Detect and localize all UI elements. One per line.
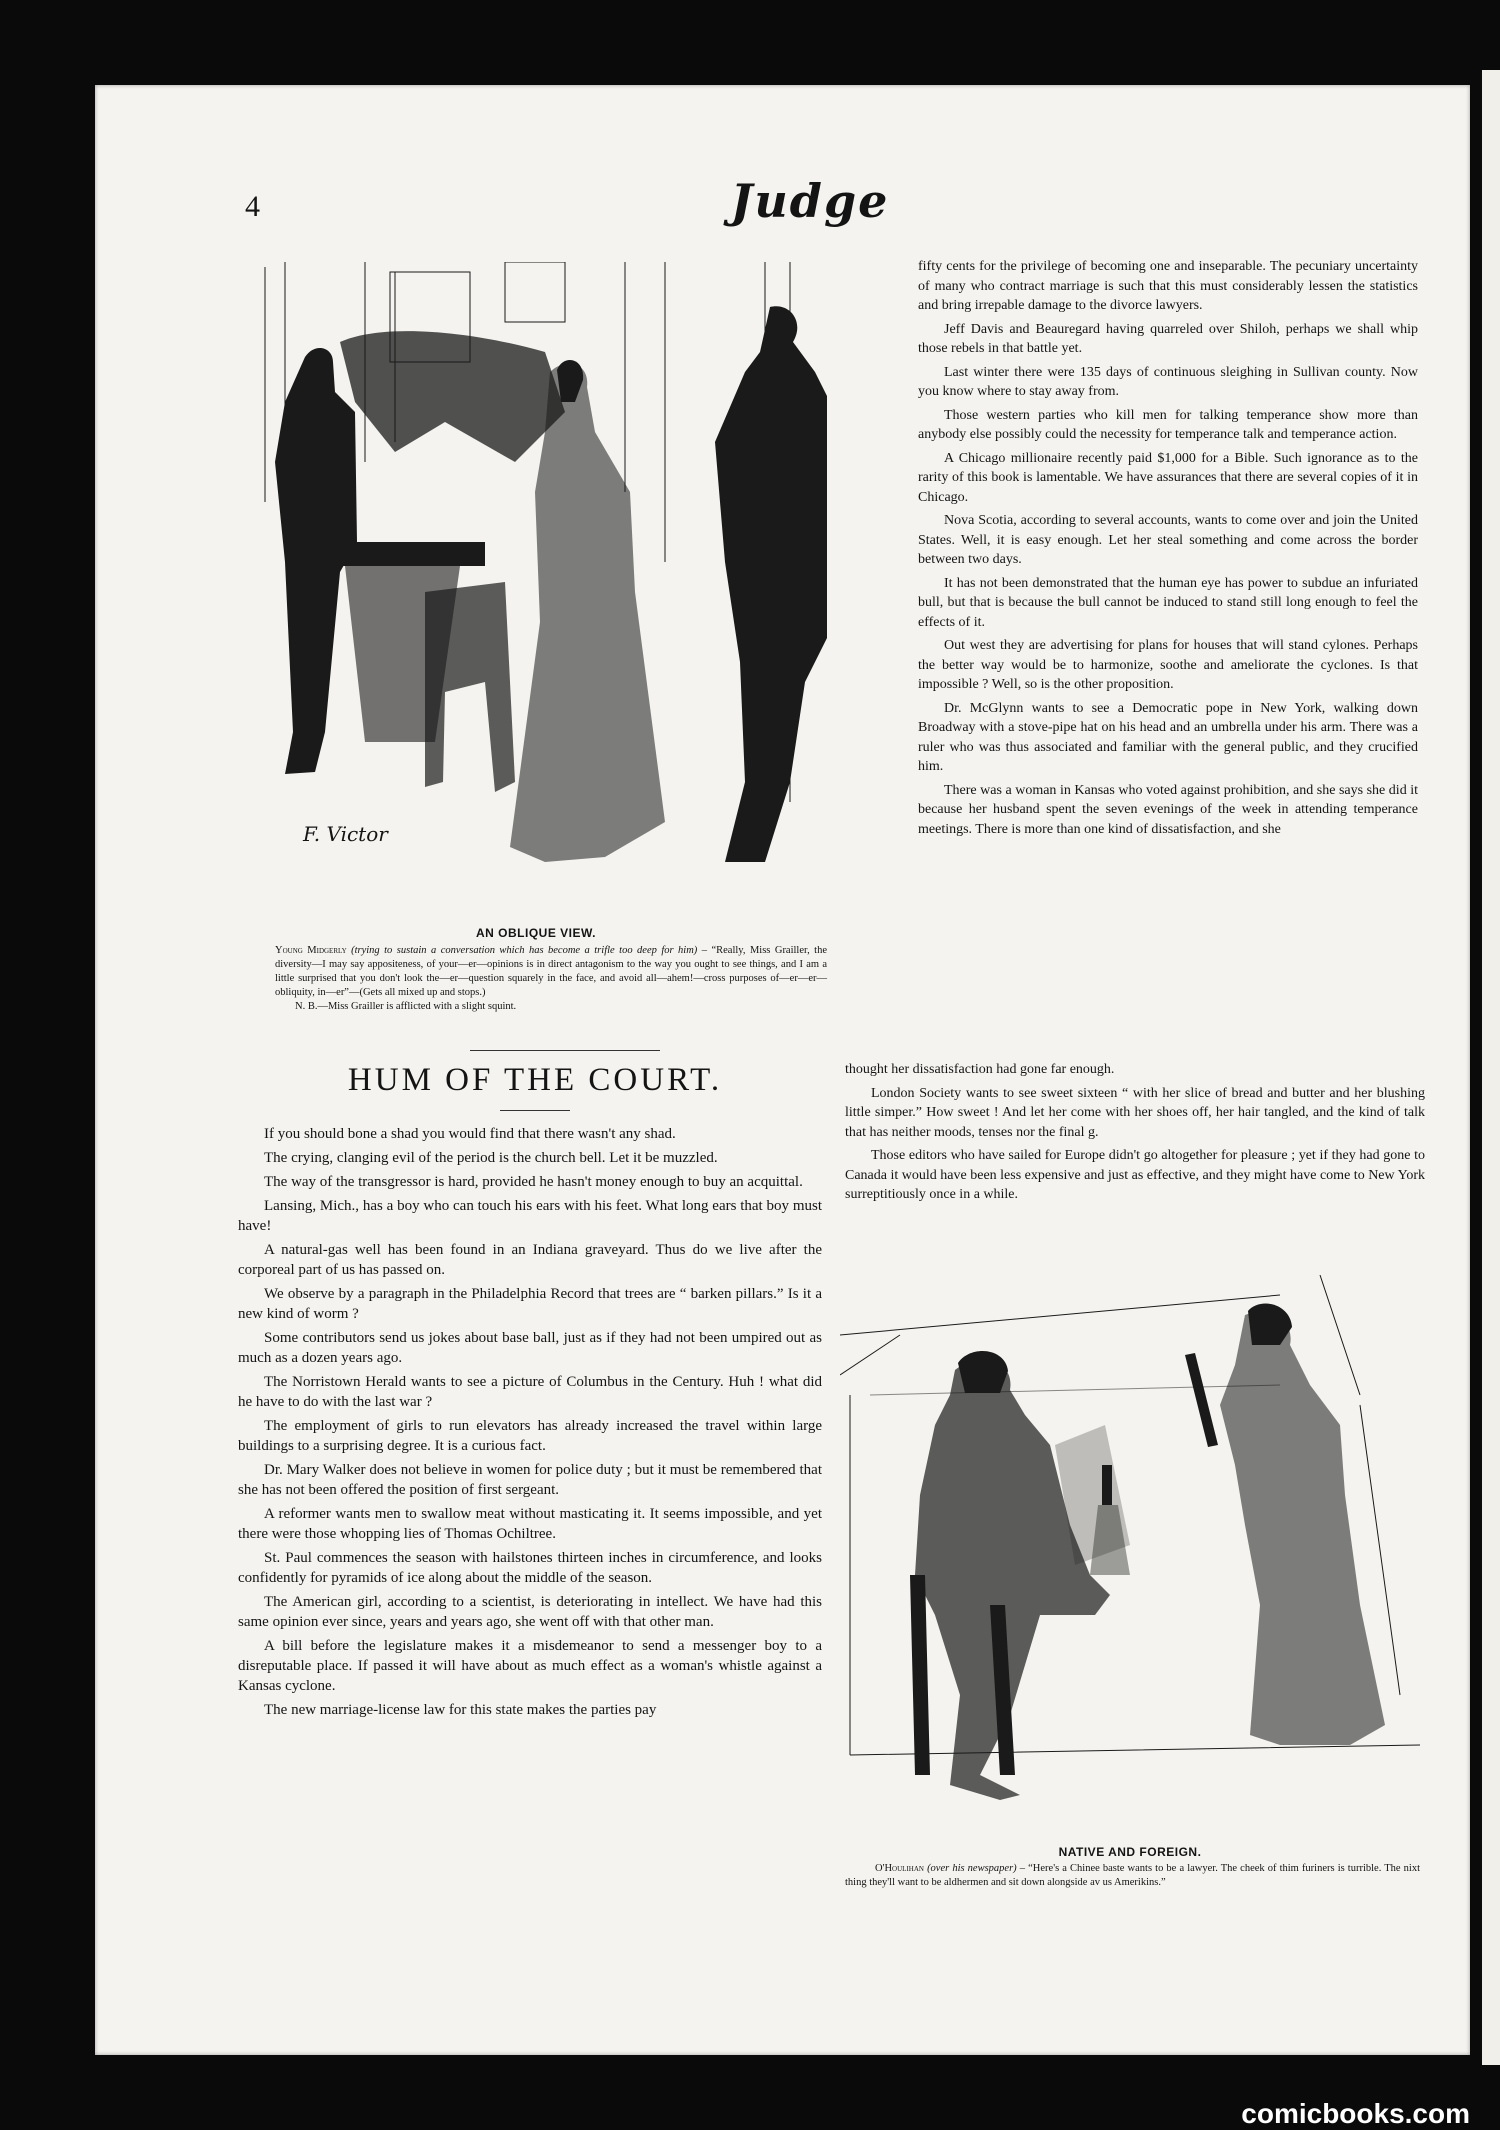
paragraph: fifty cents for the privilege of becoming one and inseparable. The pecuniary uncertainty of many who contract marriage is such that this must considerably lessen the statistics and bring irrepable damage to the divorce lawyers. [918, 259, 1418, 313]
cartoon-native-and-foreign-illustration [840, 1275, 1420, 1830]
caption-native-and-foreign [845, 1862, 1420, 1890]
paragraph: Those editors who have sailed for Europe didn't go altogether for pleasure ; yet if they had gone to Canada it would have been less expensive and just as effective, and they might have come to New York surreptitiously once in a while. [845, 1148, 1425, 1202]
caption-speaker: Young Midgerly [275, 945, 347, 956]
paragraph: It has not been demonstrated that the human eye has power to subdue an infuriated bull, but that is because the bull cannot be induced to stand still long enough to feel the effects of it. [918, 575, 1418, 630]
caption-aside: (trying to sustain a conversation which has become a trifle too deep for him) [351, 945, 698, 956]
paragraph: The American girl, according to a scientist, is deteriorating in intellect. We have had this same opinion ever since, years and years ago, she went off with that other man. [238, 1594, 822, 1630]
paragraph: Some contributors send us jokes about base ball, just as if they had not been umpired out as much as a dozen years ago. [238, 1330, 822, 1366]
paragraph: Dr. Mary Walker does not believe in women for police duty ; but it must be remembered that she has not been offered the position of first sergeant. [238, 1462, 822, 1498]
paragraph: The new marriage-license law for this state makes the parties pay [264, 1702, 657, 1718]
article-right-column-lower [845, 1060, 1425, 1209]
paragraph: Dr. McGlynn wants to see a Democratic pope in New York, walking down Broadway with a stove-pipe hat on his head and an umbrella under his arm. There was a ruler who was thus associated and familiar with the general public, and they crucified him. [918, 700, 1418, 774]
caption-title-native-and-foreign: NATIVE AND FOREIGN. [1058, 1845, 1202, 1859]
watermark-site-name: comicbooks.com [1241, 2098, 1470, 2129]
article-right-column-top [918, 257, 1418, 843]
caption-title-oblique-view: AN OBLIQUE VIEW. [475, 926, 596, 940]
paragraph: Those western parties who kill men for talking temperance show more than anybody else possibly could the necessity for temperance talk and temperance action. [918, 407, 1418, 442]
title-divider [500, 1110, 570, 1111]
paragraph: The employment of girls to run elevators has already increased the travel within large buildings to a surprising degree. It is a curious fact. [238, 1418, 822, 1454]
paragraph: Last winter there were 135 days of continuous sleighing in Sullivan county. Now you know where to stay away from. [918, 364, 1418, 399]
caption-oblique-view [275, 944, 827, 1014]
cartoon-oblique-view-illustration [245, 262, 827, 910]
paragraph: London Society wants to see sweet sixteen “ with her slice of bread and butter and her blushing little simper.” How sweet ! And let her come with her shoes off, her hair tangled, and the kind of talk that has neither moods, tenses nor the final g. [845, 1085, 1425, 1140]
caption-divider [470, 1050, 660, 1051]
paragraph: St. Paul commences the season with hailstones thirteen inches in circumference, and looks confidently for pyramids of ice along about the middle of the season. [238, 1550, 822, 1586]
article-title: HUM OF THE COURT. [347, 1062, 723, 1098]
paragraph: A bill before the legislature makes it a misdemeanor to send a messenger boy to a disreputable place. If passed it will have about as much effect as a woman's whistle against a Kansas cyclone. [238, 1638, 822, 1694]
paragraph: Out west they are advertising for plans for houses that will stand cylones. Perhaps the better way would be to harmonize, soothe and ameliorate the cyclones. Is that impossible ? Well, so is the other proposition. [918, 638, 1418, 692]
paragraph: A reformer wants men to swallow meat without masticating it. It seems impossible, and yet there were those whopping lies of Thomas Ochiltree. [238, 1506, 822, 1542]
paragraph: A natural-gas well has been found in an Indiana graveyard. Thus do we live after the corporeal part of us has passed on. [238, 1242, 822, 1278]
illustrator-signature: F. Victor [303, 822, 388, 846]
paragraph: We observe by a paragraph in the Philadelphia Record that trees are “ barken pillars.” Is it a new kind of worm ? [238, 1286, 822, 1322]
caption-speaker: O'Houlihan [875, 1863, 924, 1874]
page-number: 4 [245, 190, 260, 223]
masthead-judge: Judge [730, 174, 890, 228]
paragraph: The Norristown Herald wants to see a picture of Columbus in the Century. Huh ! what did he have to do with the last war ? [238, 1374, 822, 1410]
paragraph: There was a woman in Kansas who voted against prohibition, and she says she did it because her husband spent the seven evenings of the week in attending temperance meetings. There is more than one kind of dissatisfaction, and she [918, 782, 1418, 837]
caption-dialogue: – “Really, Miss Grailler, the diversity—I may say appositeness, of your—er—opinions is in direct antagonism to the way you ought to see things, and I am a little surprised that you don't look the—er—question squarely in the face, and avoid all—ahem!—cross purposes of—er—er—obliquity, in—er”—(Gets all mixed up and stops.) [275, 945, 828, 998]
paragraph: thought her dissatisfaction had gone far enough. [845, 1062, 1115, 1077]
caption-note: N. B.—Miss Grailler is afflicted with a slight squint. [295, 1001, 517, 1012]
paragraph: Nova Scotia, according to several accounts, wants to come over and join the United States. Well, it is easy enough. Let her steal something and come across the border between two days. [918, 513, 1418, 567]
caption-dialogue: – “Here's a Chinee baste wants to be a lawyer. The cheek of thim furiners is turrible. The nixt thing they'll want to be aldhermen and sit down alongside av us Amerikins.” [845, 1863, 1421, 1888]
paragraph: Jeff Davis and Beauregard having quarreled over Shiloh, perhaps we shall whip those rebels in that battle yet. [918, 321, 1418, 356]
page-binding-edge [1482, 70, 1500, 2065]
article-left-column [238, 1124, 822, 1724]
paragraph: The crying, clanging evil of the period is the church bell. Let it be muzzled. [264, 1150, 718, 1166]
paragraph: Lansing, Mich., has a boy who can touch his ears with his feet. What long ears that boy must have! [238, 1198, 822, 1234]
paragraph: The way of the transgressor is hard, provided he hasn't money enough to buy an acquittal. [264, 1174, 803, 1190]
paragraph: If you should bone a shad you would find that there wasn't any shad. [264, 1126, 676, 1142]
paragraph: A Chicago millionaire recently paid $1,000 for a Bible. Such ignorance as to the rarity of this book is lamentable. We have assurances that there are several copies of it in Chicago. [918, 450, 1418, 505]
caption-aside: (over his newspaper) [927, 1863, 1017, 1874]
